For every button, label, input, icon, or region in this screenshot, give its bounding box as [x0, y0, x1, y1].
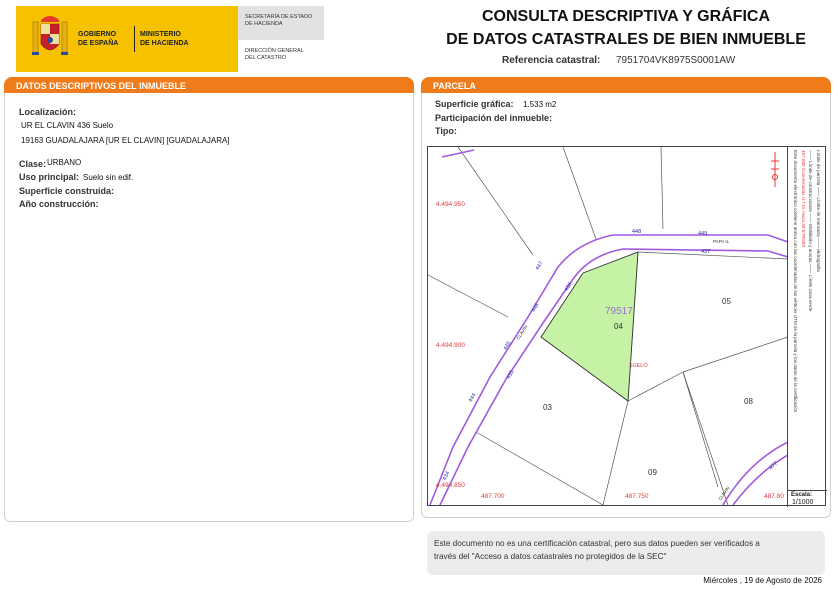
- street-number-435: 435: [505, 369, 516, 381]
- page-title-line-1: CONSULTA DESCRIPTIVA Y GRÁFICA: [481, 8, 770, 25]
- notice-line-1: Este documento no es una certificación catastral, pero sus datos pueden ser verificados a: [434, 539, 760, 548]
- participacion-label: Participación del inmueble:: [435, 113, 553, 123]
- street-number-446: 446: [530, 302, 541, 314]
- notice-text: [434, 537, 814, 563]
- scale-label: Escala:: [791, 492, 813, 498]
- north-marker-icon: [771, 152, 779, 187]
- street-number-434: 434: [441, 470, 452, 482]
- street-number-447: 447: [534, 260, 545, 272]
- coat-of-arms-icon: [30, 12, 70, 62]
- street-number-448: 448: [632, 229, 642, 235]
- uso-principal-value: Suelo sin edif.: [83, 173, 134, 182]
- parcel-id-label: 79517: [605, 306, 633, 317]
- scale-value: 1/1000: [792, 499, 814, 506]
- ref-catastral-value: 7951704VK8975S0001AW: [616, 55, 736, 66]
- page-title-line-2: DE DATOS CATASTRALES DE BIEN INMUEBLE: [446, 31, 806, 48]
- legend-line-4: Este documento electrónico contiene anexo con las coordenadas de los vértices UTM de la parcela y los datos de la certificación: [793, 150, 799, 413]
- logo-divider: [134, 26, 135, 52]
- cadastral-map[interactable]: [427, 146, 826, 506]
- gobierno-de-espana-text: [78, 30, 118, 48]
- parcel-number-03: 03: [543, 403, 552, 412]
- ministry-line-2: DE HACIENDA: [140, 40, 189, 47]
- street-number-449: 449: [698, 231, 708, 237]
- x-coord-1: 487.700: [481, 493, 505, 500]
- right-panel-header: PARCELA: [421, 77, 831, 93]
- street-name-2: CLAVIN: [515, 324, 529, 341]
- gov-line-1: GOBIERNO: [78, 31, 117, 38]
- secretaria-line-1: SECRETARÍA DE ESTADO: [245, 14, 313, 20]
- direccion-line-2: DEL CATASTRO: [245, 55, 287, 61]
- suelo-label: SUELO: [629, 363, 648, 369]
- localizacion-line-2: 19163 GUADALAJARA [UR EL CLAVIN] [GUADALAJARA]: [21, 136, 230, 145]
- y-coord-2: 4.494.900: [436, 342, 465, 349]
- street-number-437: 437: [701, 249, 711, 255]
- street-name-3: CLAVIN: [717, 485, 731, 502]
- anio-construccion-label: Año construcción:: [19, 199, 99, 209]
- y-coord-3: 4.494.850: [436, 482, 465, 489]
- x-coord-2: 487.750: [625, 493, 649, 500]
- street-number-444: 444: [467, 392, 478, 404]
- parcel-number-04: 04: [614, 322, 623, 331]
- localizacion-line-1: UR EL CLAVIN 436 Suelo: [21, 121, 114, 130]
- gov-line-2: DE ESPAÑA: [78, 40, 119, 47]
- notice-line-2: través del "Acceso a datos catastrales no protegidos de la SEC": [434, 552, 667, 561]
- direccion-general-text: [245, 48, 304, 62]
- clase-label: Clase:: [19, 159, 47, 169]
- superficie-construida-label: Superficie construida:: [19, 186, 115, 196]
- localizacion-label: Localización:: [19, 107, 77, 117]
- uso-principal-label: Uso principal:: [19, 172, 80, 182]
- map-canvas: [428, 147, 788, 505]
- superficie-grafica-label: Superficie gráfica:: [435, 99, 514, 109]
- legend-line-1: Límite de parcela ─── Límite de manzana ─── Hidrografía: [816, 150, 821, 272]
- street-number-477: 477: [768, 460, 780, 472]
- map-legend: [787, 146, 827, 490]
- superficie-grafica-value: 1.533 m2: [523, 100, 557, 109]
- x-coord-3: 487.80: [764, 493, 784, 500]
- left-panel-header: DATOS DESCRIPTIVOS DEL INMUEBLE: [4, 77, 414, 93]
- secretaria-text: [245, 14, 312, 28]
- parcel-number-05: 05: [722, 297, 731, 306]
- selected-parcel[interactable]: [541, 252, 638, 401]
- direccion-line-1: DIRECCIÓN GENERAL: [245, 48, 304, 54]
- scale-box: [787, 490, 827, 507]
- tipo-label: Tipo:: [435, 126, 457, 136]
- ministry-line-1: MINISTERIO: [140, 31, 181, 38]
- ministerio-text: [140, 30, 189, 48]
- y-coord-1: 4.494.950: [436, 201, 465, 208]
- ref-catastral-label: Referencia catastral:: [502, 55, 601, 66]
- document-date: Miércoles , 19 de Agosto de 2026: [703, 576, 822, 585]
- street-name-1: PAPA IL: [713, 239, 730, 244]
- clase-value: URBANO: [47, 158, 82, 167]
- legend-line-2: ─── Límite de construcciones ─── Mobiliario y aceras ─── Límite zona verde: [808, 150, 814, 312]
- street-number-436: 436: [563, 281, 574, 293]
- parcel-number-08: 08: [744, 397, 753, 406]
- street-number-445: 445: [502, 340, 513, 352]
- parcel-number-09: 09: [648, 468, 657, 477]
- secretaria-line-2: DE HACIENDA: [245, 21, 283, 27]
- legend-line-3: 487,600 Coordenadas U.T.M. Huso 30 ETRS89: [801, 150, 806, 248]
